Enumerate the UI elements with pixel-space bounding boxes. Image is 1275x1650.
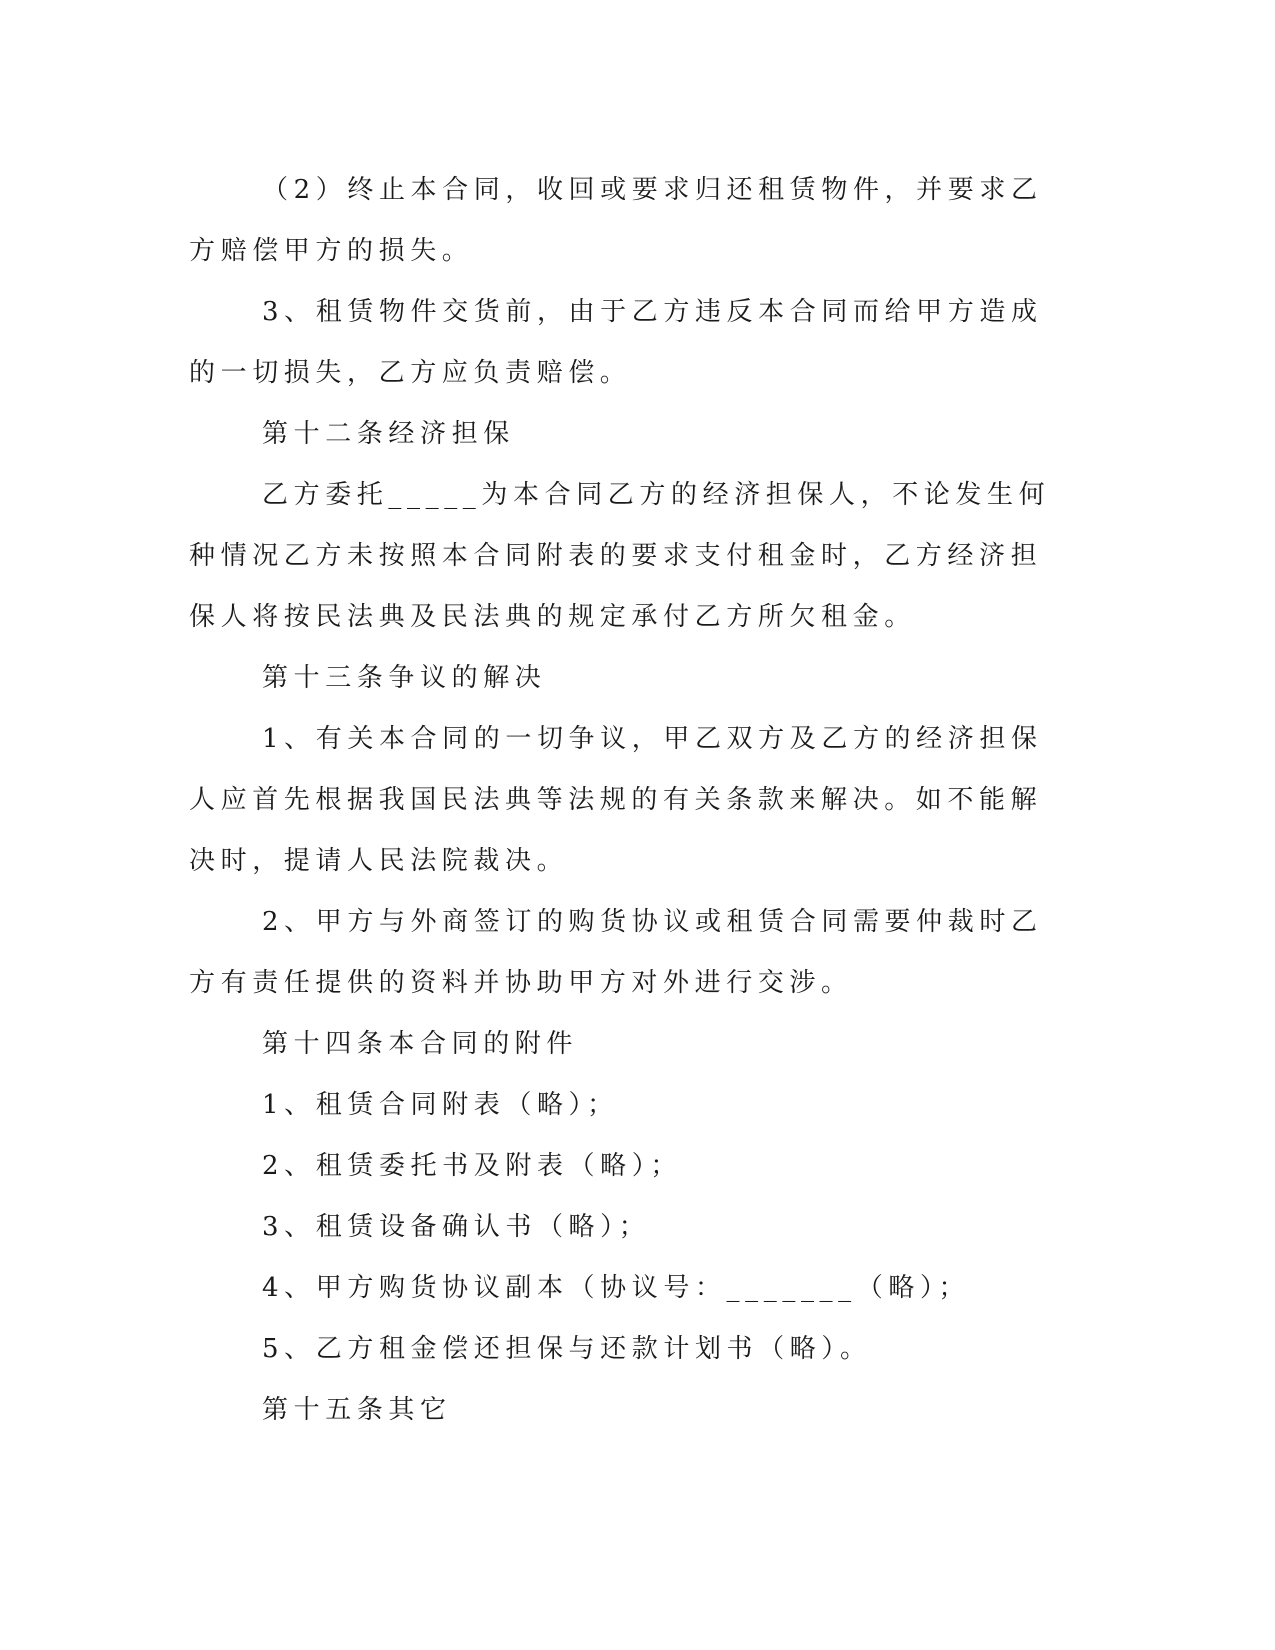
list-item-attachment-5: 5、乙方租金偿还担保与还款计划书（略）。 (262, 1334, 872, 1364)
document-body (189, 160, 1054, 1441)
heading-article-14: 第十四条本合同的附件 (262, 1029, 579, 1059)
heading-article-13: 第十三条争议的解决 (262, 663, 547, 693)
paragraph-guarantor: 乙方委托_____为本合同乙方的经济担保人，不论发生何种情况乙方未按照本合同附表的要求支付租金时，乙方经济担保人将按民法典及民法典的规定承付乙方所欠租金。 (189, 480, 1051, 632)
paragraph-dispute-2: 2、甲方与外商签订的购货协议或租赁合同需要仲裁时乙方有责任提供的资料并协助甲方对外进行交涉。 (189, 907, 1043, 998)
heading-article-12: 第十二条经济担保 (262, 419, 515, 449)
heading-article-15: 第十五条其它 (262, 1395, 452, 1425)
paragraph-dispute-1: 1、有关本合同的一切争议，甲乙双方及乙方的经济担保人应首先根据我国民法典等法规的有关条款来解决。如不能解决时，提请人民法院裁决。 (189, 724, 1043, 876)
list-item-attachment-4: 4、甲方购货协议副本（协议号：_______（略）； (262, 1273, 971, 1303)
paragraph-terminate-contract: （2）终止本合同，收回或要求归还租赁物件，并要求乙方赔偿甲方的损失。 (189, 175, 1043, 266)
list-item-attachment-2: 2、租赁委托书及附表（略）； (262, 1151, 682, 1181)
list-item-attachment-1: 1、租赁合同附表（略）； (262, 1090, 619, 1120)
paragraph-pre-delivery-loss: 3、租赁物件交货前，由于乙方违反本合同而给甲方造成的一切损失，乙方应负责赔偿。 (189, 297, 1043, 388)
list-item-attachment-3: 3、租赁设备确认书（略）； (262, 1212, 651, 1242)
